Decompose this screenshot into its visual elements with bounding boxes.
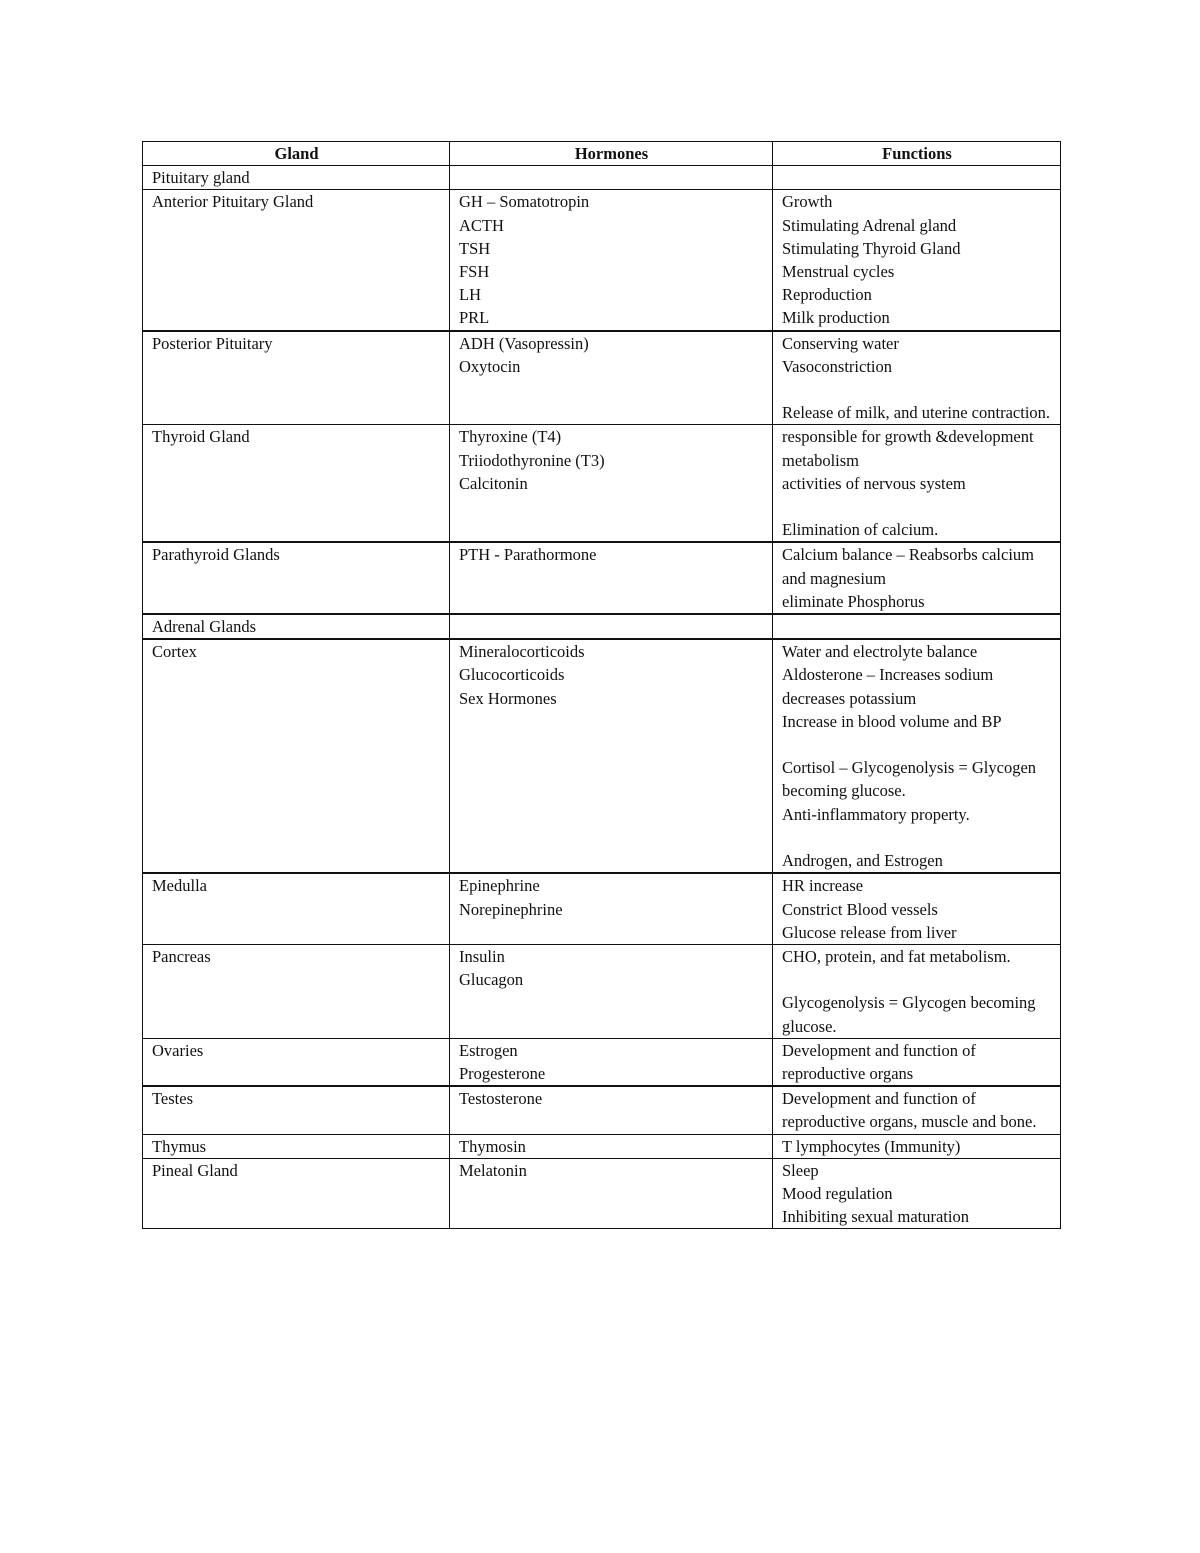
- endocrine-glands-table: [142, 141, 1061, 1229]
- cell-hormones: Thyroxine (T4) Triiodothyronine (T3) Calcitonin: [450, 425, 773, 543]
- cell-gland: Pancreas: [143, 944, 450, 1038]
- table-row: [143, 1134, 1061, 1158]
- table-header-row: [143, 142, 1061, 166]
- cell-hormones: ADH (Vasopressin) Oxytocin: [450, 331, 773, 425]
- cell-hormones: Mineralocorticoids Glucocorticoids Sex Hormones: [450, 639, 773, 873]
- cell-gland: Pineal Gland: [143, 1158, 450, 1229]
- cell-hormones: Melatonin: [450, 1158, 773, 1229]
- table-row: [143, 190, 1061, 331]
- cell-functions: Water and electrolyte balance Aldosterone – Increases sodium decreases potassium Increase in blood volume and BP Cortisol – Glycogenolysis = Glycogen becoming glucose. Anti-inflammatory property. Androgen, and Estrogen: [773, 639, 1061, 873]
- cell-hormones: Insulin Glucagon: [450, 944, 773, 1038]
- cell-functions: Development and function of reproductive organs, muscle and bone.: [773, 1086, 1061, 1134]
- table-row: [143, 166, 1061, 190]
- table-row: [143, 425, 1061, 543]
- table-row: [143, 1158, 1061, 1229]
- cell-hormones: [450, 166, 773, 190]
- cell-gland: Posterior Pituitary: [143, 331, 450, 425]
- header-gland: Gland: [143, 142, 450, 166]
- cell-functions: T lymphocytes (Immunity): [773, 1134, 1061, 1158]
- cell-gland: Cortex: [143, 639, 450, 873]
- cell-functions: HR increase Constrict Blood vessels Glucose release from liver: [773, 873, 1061, 944]
- cell-gland: Pituitary gland: [143, 166, 450, 190]
- cell-functions: Development and function of reproductive organs: [773, 1038, 1061, 1086]
- table-row: [143, 1086, 1061, 1134]
- cell-functions: Sleep Mood regulation Inhibiting sexual maturation: [773, 1158, 1061, 1229]
- cell-gland: Thymus: [143, 1134, 450, 1158]
- cell-hormones: Thymosin: [450, 1134, 773, 1158]
- cell-hormones: [450, 614, 773, 639]
- cell-hormones: GH – Somatotropin ACTH TSH FSH LH PRL: [450, 190, 773, 331]
- header-functions: Functions: [773, 142, 1061, 166]
- cell-functions: [773, 614, 1061, 639]
- cell-functions: Conserving water Vasoconstriction Release of milk, and uterine contraction.: [773, 331, 1061, 425]
- cell-functions: CHO, protein, and fat metabolism. Glycogenolysis = Glycogen becoming glucose.: [773, 944, 1061, 1038]
- table-row: [143, 639, 1061, 873]
- cell-gland: Thyroid Gland: [143, 425, 450, 543]
- cell-hormones: Testosterone: [450, 1086, 773, 1134]
- table-row: [143, 944, 1061, 1038]
- cell-gland: Medulla: [143, 873, 450, 944]
- cell-hormones: PTH - Parathormone: [450, 542, 773, 614]
- cell-functions: [773, 166, 1061, 190]
- table-body: [143, 166, 1061, 1229]
- cell-gland: Ovaries: [143, 1038, 450, 1086]
- table-row: [143, 614, 1061, 639]
- cell-hormones: Estrogen Progesterone: [450, 1038, 773, 1086]
- table-row: [143, 542, 1061, 614]
- cell-functions: responsible for growth &development metabolism activities of nervous system Elimination of calcium.: [773, 425, 1061, 543]
- header-hormones: Hormones: [450, 142, 773, 166]
- cell-gland: Parathyroid Glands: [143, 542, 450, 614]
- cell-functions: Growth Stimulating Adrenal gland Stimulating Thyroid Gland Menstrual cycles Reproduction Milk production: [773, 190, 1061, 331]
- cell-gland: Testes: [143, 1086, 450, 1134]
- cell-gland: Adrenal Glands: [143, 614, 450, 639]
- cell-gland: Anterior Pituitary Gland: [143, 190, 450, 331]
- cell-functions: Calcium balance – Reabsorbs calcium and magnesium eliminate Phosphorus: [773, 542, 1061, 614]
- cell-hormones: Epinephrine Norepinephrine: [450, 873, 773, 944]
- table-row: [143, 873, 1061, 944]
- table-row: [143, 331, 1061, 425]
- table-row: [143, 1038, 1061, 1086]
